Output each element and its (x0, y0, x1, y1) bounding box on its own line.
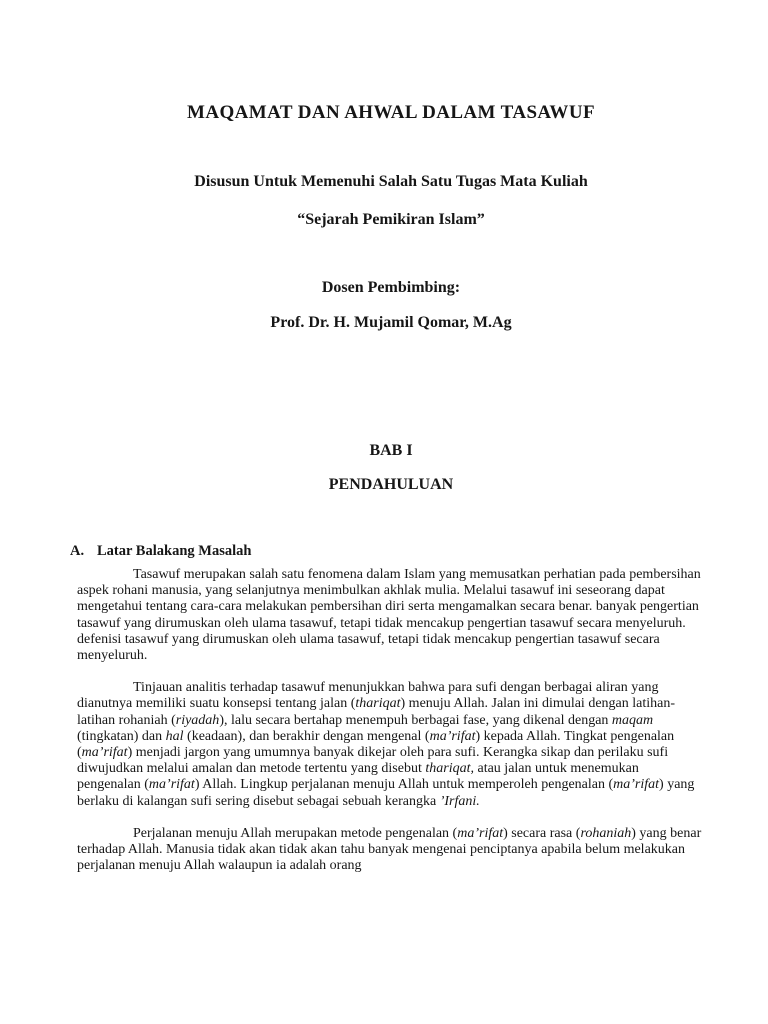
paragraph-3: Perjalanan menuju Allah merupakan metode pengenalan (ma’rifat) secara rasa (rohaniah) yang benar terhadap Allah. Manusia tidak akan tidak akan tahu banyak mengenai penciptanya apabila belum melakukan perjalanan menuju Allah walaupun ia adalah orang (77, 825, 702, 874)
section-marker: A. (70, 543, 85, 559)
paragraph-2: Tinjauan analitis terhadap tasawuf menunjukkan bahwa para sufi dengan berbagai aliran yang dianutnya memiliki suatu konsepsi tentang jalan (thariqat) menuju Allah. Jalan ini dimulai dengan latihan-latihan rohaniah (riyadah), lalu secara bertahap menempuh berbagai fase, yang dikenal dengan maqam (tingkatan) dan hal (keadaan), dan berakhir dengan mengenal (ma’rifat) kepada Allah. Tingkat pengenalan (ma’rifat) menjadi jargon yang umumnya banyak dikejar oleh para sufi. Kerangka sikap dan perilaku sufi diwujudkan melalui amalan dan metode tertentu yang disebut thariqat, atau jalan untuk menemukan pengenalan (ma’rifat) Allah. Lingkup perjalanan menuju Allah untuk memperoleh pengenalan (ma’rifat) yang berlaku di kalangan sufi sering disebut sebagai sebuah kerangka ’Irfani. (77, 680, 695, 809)
section-heading (70, 542, 705, 560)
paragraph-1: Tasawuf merupakan salah satu fenomena dalam Islam yang memusatkan perhatian pada pembersihan aspek rohani manusia, yang selanjutnya menimbulkan akhlak mulia. Melalui tasawuf ini seseorang dapat mengetahui tentang cara-cara melakukan pembersihan diri serta mengamalkan secara benar. banyak pengertian tasawuf yang dirumuskan oleh ulama tasawuf, tetapi tidak mencakup pengertian tasawuf secara menyeluruh. defenisi tasawuf yang dirumuskan oleh ulama tasawuf, tetapi tidak mencakup pengertian tasawuf secara menyeluruh. (77, 567, 701, 664)
chapter-heading: BAB I (369, 442, 413, 459)
assignment-subtitle: Disusun Untuk Memenuhi Salah Satu Tugas Mata Kuliah (194, 173, 588, 190)
advisor-name: Prof. Dr. H. Mujamil Qomar, M.Ag (270, 314, 512, 331)
document-title: MAQAMAT DAN AHWAL DALAM TASAWUF (187, 102, 595, 123)
chapter-title: PENDAHULUAN (328, 476, 454, 493)
advisor-label: Dosen Pembimbing: (321, 279, 461, 296)
body-paragraphs (77, 567, 705, 874)
course-title: “Sejarah Pemikiran Islam” (297, 211, 485, 228)
section-title: Latar Balakang Masalah (97, 543, 252, 559)
